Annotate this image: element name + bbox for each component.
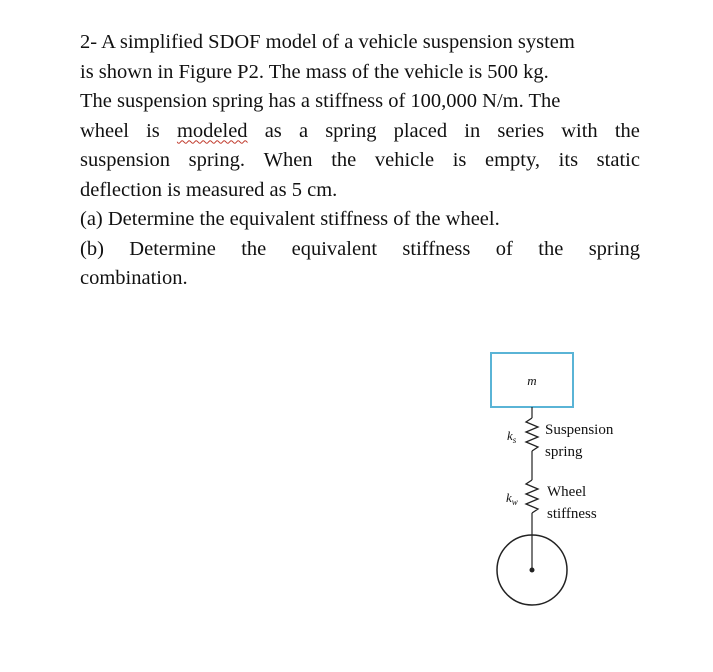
word: in (464, 119, 481, 142)
word: the (241, 237, 267, 260)
wheel-hub (530, 568, 535, 573)
word: the (331, 149, 357, 171)
word: static (596, 149, 640, 171)
word: vehicle (374, 149, 435, 171)
word: (b) (80, 237, 104, 260)
word: spring (325, 119, 377, 142)
mass-block (491, 353, 573, 407)
word: When (263, 149, 313, 171)
word: is (452, 149, 467, 171)
word: as (264, 119, 282, 142)
word: spring (588, 237, 640, 260)
word: wheel (80, 119, 129, 142)
part-b (80, 235, 640, 265)
part-a: (a) Determine the equivalent stiffness of the wheel. (80, 208, 500, 230)
word: suspension (80, 149, 170, 171)
suspension-label-1: Suspension (545, 422, 614, 438)
word: equivalent (291, 237, 378, 260)
kw-label: $k_w$ (506, 490, 518, 507)
word: of (495, 237, 513, 260)
problem-line-3: The suspension spring has a stiffness of 100,000 N/m. The (80, 90, 561, 112)
word: series (497, 119, 545, 142)
wheel-circle (497, 535, 567, 605)
word: the (538, 237, 564, 260)
ks-label: $k_s$ (507, 428, 517, 445)
wheel-label-1: Wheel (547, 484, 587, 500)
problem-line-5 (80, 146, 640, 176)
suspension-spring (526, 418, 538, 451)
word: spring. (188, 149, 245, 171)
mass-label: m (527, 373, 537, 388)
problem-line-4 (80, 117, 640, 147)
problem-line-6: deflection is measured as 5 cm. (80, 178, 338, 201)
spellcheck-word: modeled (176, 119, 248, 142)
word: Determine (129, 237, 216, 260)
problem-line-1: 2- A simplified SDOF model of a vehicle suspension system (80, 31, 575, 53)
word: the (614, 119, 640, 142)
word: placed (393, 119, 448, 142)
wheel-label-2: stiffness (547, 506, 597, 522)
wheel-spring (526, 480, 538, 513)
word: stiffness (402, 237, 471, 260)
word: is (146, 119, 160, 142)
word: with (561, 119, 598, 142)
part-b-continued: combination. (80, 267, 188, 289)
problem-statement (80, 28, 640, 294)
word: empty, (485, 149, 541, 171)
problem-line-2: is shown in Figure P2. The mass of the vehicle is 500 kg. (80, 60, 549, 83)
word: its (558, 149, 579, 171)
word: a (298, 119, 309, 142)
suspension-label-2: spring (545, 444, 583, 460)
